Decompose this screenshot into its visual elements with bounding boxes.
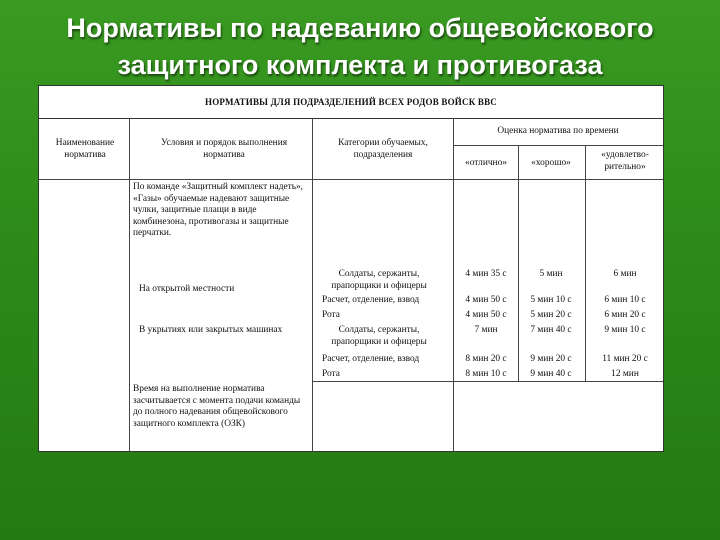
grid-line [39,179,663,180]
row-good: 9 мин 40 с [530,369,572,379]
title-line-1: Нормативы по надеванию общевойскового [66,13,654,43]
row-excellent: 8 мин 20 с [465,354,507,364]
row-satisfactory: 9 мин 10 с [604,325,646,335]
row-good: 5 мин 10 с [530,295,572,305]
row-excellent: 4 мин 50 с [465,295,507,305]
column-header-name: Наименование норматива [55,138,115,160]
row-satisfactory: 6 мин [613,269,637,279]
conditions-command: По команде «Защитный комплект надеть», «Газы» обучаемые надевают защитные чулки, защитные плащи в виде комбинезона, противогазы и защитные перчатки. [133,182,304,238]
row-satisfactory: 11 мин 20 с [602,354,648,364]
row-good: 5 мин 20 с [530,310,572,320]
column-header-categories: Категории обучаемых, подразделения [338,138,428,160]
row-excellent: 8 мин 10 с [465,369,507,379]
grid-line [312,381,663,382]
grid-line [129,118,130,452]
row-category: Расчет, отделение, взвод [322,295,420,305]
grid-line [312,118,313,452]
row-excellent: 4 мин 35 с [465,269,507,279]
column-header-good: «хорошо» [531,158,571,168]
conditions-open-area: На открытой местности [139,284,235,294]
grid-line [585,145,586,381]
scanned-document [38,85,664,452]
column-header-conditions: Условия и порядок выполнения норматива [160,138,288,160]
row-category: Расчет, отделение, взвод [322,354,420,364]
grid-line [518,145,519,381]
column-header-assessment: Оценка норматива по времени [497,126,619,136]
row-good: 5 мин [539,269,563,279]
document-heading: НОРМАТИВЫ ДЛЯ ПОДРАЗДЕЛЕНИЙ ВСЕХ РОДОВ ВОЙСК ВВС [39,86,663,119]
title-line-2: защитного комплекта и противогаза [117,50,603,80]
conditions-time-note: Время на выполнение норматива засчитывается с момента подачи команды до полного надевания общевойскового защитного комплекта (ОЗК) [133,384,301,429]
grid-line [453,145,663,146]
row-category: Солдаты, сержанты, прапорщики и офицеры [331,325,427,347]
column-header-satisfactory: «удовлетво-рительно» [601,150,649,172]
row-satisfactory: 12 мин [611,369,639,379]
slide-title [0,10,720,84]
row-excellent: 4 мин 50 с [465,310,507,320]
row-good: 7 мин 40 с [530,325,572,335]
row-satisfactory: 6 мин 20 с [604,310,646,320]
column-header-excellent: «отлично» [465,158,507,168]
row-category: Рота [322,369,340,379]
row-category: Рота [322,310,340,320]
row-category: Солдаты, сержанты, прапорщики и офицеры [331,269,427,291]
conditions-shelters: В укрытиях или закрытых машинах [139,325,283,335]
row-excellent: 7 мин [474,325,498,335]
row-good: 9 мин 20 с [530,354,572,364]
row-satisfactory: 6 мин 10 с [604,295,646,305]
grid-line [453,118,454,452]
